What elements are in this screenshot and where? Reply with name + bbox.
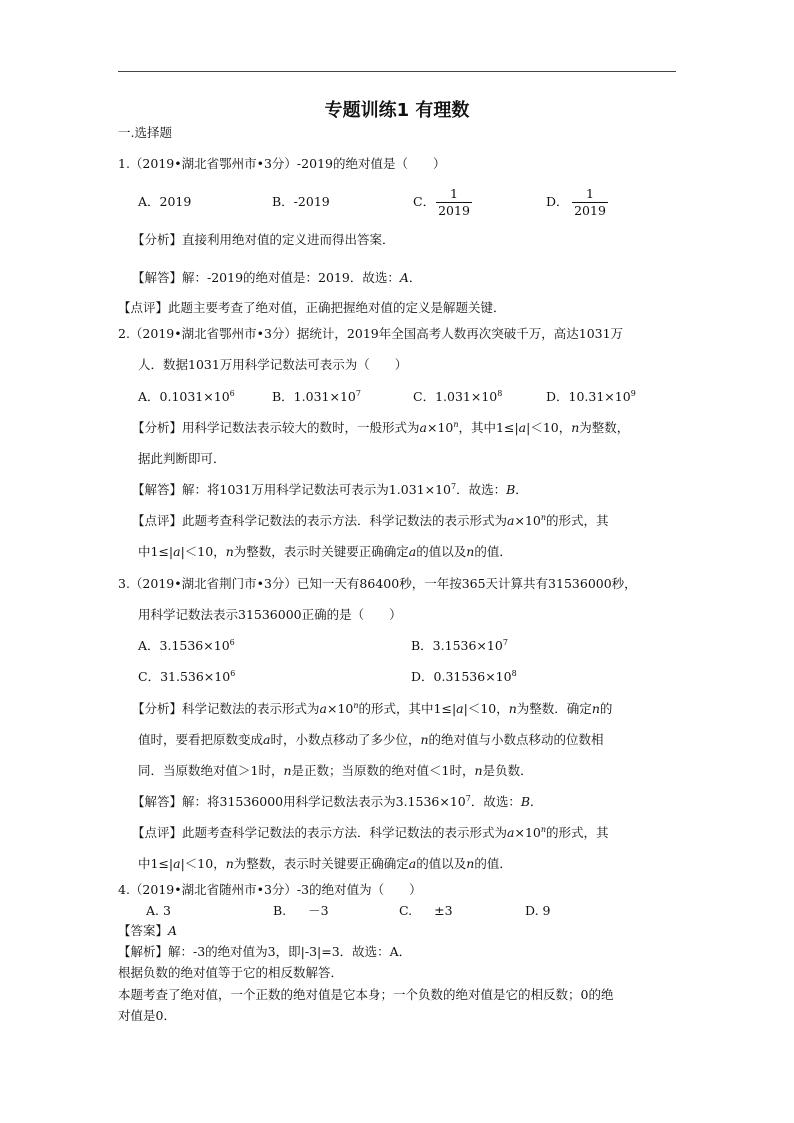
q3-analysis-line2: 值时，要看把原数变成a时，小数点移动了多少位，n的绝对值与小数点移动的位数相 <box>138 732 604 747</box>
q2-option-d: D．$10.31\times 10^9$ <box>546 389 636 404</box>
q3-analysis-line1: 【分析】科学记数法的表示形式为$a\times 10^n$的形式，其中1≤|a|＜10，n为整数．确定n的 <box>132 701 613 716</box>
q4-explanation-line2: 根据负数的绝对值等于它的相反数解答． <box>118 965 344 980</box>
q1-option-a: A．2019 <box>138 194 192 209</box>
fraction-numerator: 1 <box>436 187 472 203</box>
q4-answer: 【答案】A <box>118 923 178 938</box>
q3-stem-line1: 3.（2019•湖北省荆门市•3分）已知一天有86400秒，一年按365天计算共有31536000秒， <box>118 576 637 591</box>
q2-comment-line1: 【点评】此题考查科学记数法的表示方法．科学记数法的表示形式为$a\times 10^n$的形式，其 <box>132 513 609 528</box>
q3-solution: 【解答】解：将31536000用科学记数法表示为$3.1536\times 10^7$．故选：B． <box>132 794 543 809</box>
q3-analysis-line3: 同．当原数绝对值＞1时，n是正数；当原数的绝对值＜1时，n是负数． <box>138 763 533 778</box>
q3-stem-line2: 用科学记数法表示31536000正确的是（ ） <box>138 607 402 622</box>
q2-analysis-line2: 据此判断即可． <box>138 451 226 466</box>
q4-option-d: D. 9 <box>525 903 551 918</box>
q1-option-c-label: C． <box>413 194 436 209</box>
q4-explanation: 【解析】解：-3的绝对值为3，即|-3|=3．故选：A． <box>118 944 412 959</box>
section-heading: 一.选择题 <box>118 125 172 140</box>
q4-explanation-line4: 对值是0． <box>118 1008 176 1023</box>
fraction-denominator: 2019 <box>438 203 470 218</box>
page-title: 专题训练1 有理数 <box>324 100 470 121</box>
q2-option-a: A．$0.1031\times 10^6$ <box>138 389 235 404</box>
q4-option-b: B. －3 <box>273 903 329 918</box>
header-rule <box>118 71 676 72</box>
q4-explanation-line3: 本题考查了绝对值，一个正数的绝对值是它本身；一个负数的绝对值是它的相反数；0的绝 <box>118 987 614 1002</box>
q1-comment: 【点评】此题主要考查了绝对值，正确把握绝对值的定义是解题关键． <box>118 300 506 315</box>
q3-comment-line1: 【点评】此题考查科学记数法的表示方法．科学记数法的表示形式为$a\times 10^n$的形式，其 <box>132 825 609 840</box>
q4-option-a: A. 3 <box>146 903 171 918</box>
q3-option-b: B．$3.1536\times 10^7$ <box>411 638 508 653</box>
q1-option-c-fraction <box>436 187 472 218</box>
q2-stem-line1: 2.（2019•湖北省鄂州市•3分）据统计，2019年全国高考人数再次突破千万，高达1031万 <box>118 326 624 341</box>
q1-option-d-label: D． <box>546 194 569 209</box>
q2-solution: 【解答】解：将1031万用科学记数法可表示为$1.031\times 10^7$．故选：B． <box>132 482 528 497</box>
fraction-denominator: 2019 <box>574 203 606 218</box>
q1-option-b: B．-2019 <box>272 194 330 209</box>
q3-option-c: C．$31.536\times 10^6$ <box>138 669 236 684</box>
q2-comment-line2: 中1≤|a|＜10，n为整数，表示时关键要正确确定a的值以及n的值． <box>138 544 512 559</box>
q4-option-c: C. ±3 <box>399 903 453 918</box>
q2-option-c: C．$1.031\times 10^8$ <box>413 389 503 404</box>
q1-stem: 1.（2019•湖北省鄂州市•3分）-2019的绝对值是（ ） <box>118 156 446 171</box>
q3-option-d: D．$0.31536\times 10^8$ <box>411 669 517 684</box>
q2-stem-line2: 人．数据1031万用科学记数法可表示为（ ） <box>138 357 408 372</box>
q3-comment-line2: 中1≤|a|＜10，n为整数，表示时关键要正确确定a的值以及n的值． <box>138 856 512 871</box>
q1-option-d-fraction <box>572 187 608 218</box>
q1-solution: 【解答】解：-2019的绝对值是：2019．故选：A． <box>132 270 422 285</box>
q2-option-b: B．$1.031\times 10^7$ <box>272 389 361 404</box>
q2-analysis-line1: 【分析】用科学记数法表示较大的数时，一般形式为$a\times 10^n$，其中1≤|a|＜10，n为整数， <box>132 420 630 435</box>
q4-stem: 4.（2019•湖北省随州市•3分）-3的绝对值为（ ） <box>118 882 422 897</box>
q1-analysis: 【分析】直接利用绝对值的定义进而得出答案． <box>132 232 395 247</box>
fraction-numerator: 1 <box>572 187 608 203</box>
q3-option-a: A．$3.1536\times 10^6$ <box>138 638 235 653</box>
